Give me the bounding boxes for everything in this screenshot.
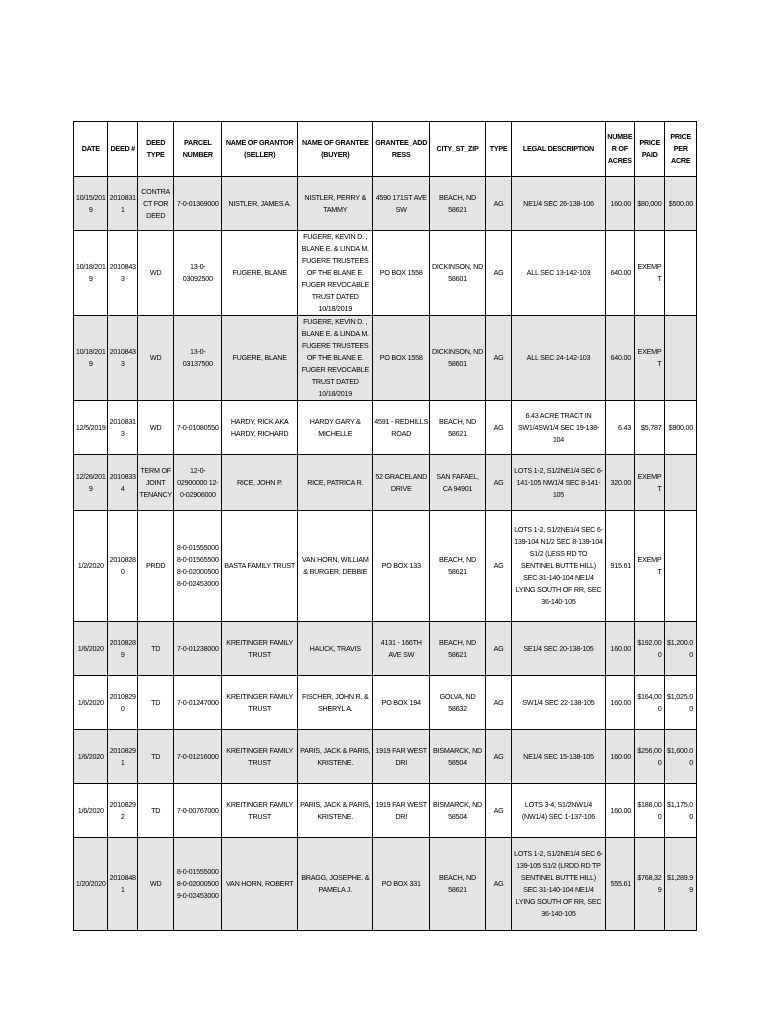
cell-city-st-zip: SAN FAFAEL, CA 94901 — [430, 455, 486, 511]
cell-number-of-acres: 160.00 — [605, 177, 634, 231]
header-row — [74, 122, 697, 177]
cell-type: AG — [485, 231, 511, 316]
cell-city-st-zip: BEACH, ND 58621 — [430, 177, 486, 231]
cell-city-st-zip: BEACH, ND 58621 — [430, 511, 486, 622]
cell-type: AG — [485, 455, 511, 511]
cell-type: AG — [485, 784, 511, 838]
cell-price-paid: EXEMPT — [635, 231, 665, 316]
cell-grantee: PARIS, JACK & PARIS, KRISTENE. — [298, 784, 373, 838]
cell-deed-type: TD — [137, 622, 174, 676]
cell-deed-number: 20108313 — [108, 401, 137, 455]
cell-grantor: NISTLER, JAMES A. — [222, 177, 298, 231]
cell-deed-number: 20108433 — [108, 231, 137, 316]
cell-legal-description: LOTS 1-2, S1/2NE1/4 SEC 6-139-105 S1/2 (LRDD RD TP SENTINEL BUTTE HILL) SEC 31-140-104 NE1/4 LYING SOUTH OF RR, SEC 36-140-105 — [512, 838, 605, 931]
cell-price-per-acre: $500.00 — [665, 177, 697, 231]
cell-grantor: KREITINGER FAMILY TRUST — [222, 784, 298, 838]
cell-type: AG — [485, 676, 511, 730]
cell-city-st-zip: BEACH, ND 58621 — [430, 622, 486, 676]
cell-grantee: NISTLER, PERRY & TAMMY — [298, 177, 373, 231]
header-grantor: NAME OF GRANTOR (SELLER) — [222, 122, 298, 177]
cell-parcel-number: 7-0-01238000 — [174, 622, 222, 676]
cell-city-st-zip: BISMARCK, ND 58504 — [430, 784, 486, 838]
cell-grantee-address: 4131 - 166TH AVE SW — [373, 622, 430, 676]
cell-grantor: FUGERE, BLANE — [222, 316, 298, 401]
cell-city-st-zip: BISMARCK, ND 58504 — [430, 730, 486, 784]
header-grantee: NAME OF GRANTEE (BUYER) — [298, 122, 373, 177]
cell-deed-number: 20108291 — [108, 730, 137, 784]
cell-price-per-acre — [665, 231, 697, 316]
table-row — [74, 316, 697, 401]
table-row — [74, 730, 697, 784]
cell-number-of-acres: 160.00 — [605, 784, 634, 838]
cell-legal-description: 6.43 ACRE TRACT IN SW1/4SW1/4 SEC 19-138-104 — [512, 401, 605, 455]
table-row — [74, 838, 697, 931]
cell-date: 12/26/2019 — [74, 455, 108, 511]
cell-grantee-address: 1919 FAR WEST DRI — [373, 784, 430, 838]
cell-grantor: RICE, JOHN P. — [222, 455, 298, 511]
cell-grantee-address: PO BOX 133 — [373, 511, 430, 622]
cell-grantee: PARIS, JACK & PARIS, KRISTENE. — [298, 730, 373, 784]
header-city-st-zip: CITY_ST_ZIP — [430, 122, 486, 177]
cell-parcel-number: 8-0-01555000 8-0-02000500 9-0-02453000 — [174, 838, 222, 931]
cell-legal-description: NE1/4 SEC 15-138-105 — [512, 730, 605, 784]
cell-grantee-address: PO BOX 194 — [373, 676, 430, 730]
cell-date: 1/6/2020 — [74, 730, 108, 784]
cell-grantee: HARDY GARY & MICHELLE — [298, 401, 373, 455]
cell-parcel-number: 12-0-02900000 12-0-02906000 — [174, 455, 222, 511]
cell-city-st-zip: DICKINSON, ND 58601 — [430, 316, 486, 401]
cell-price-paid: $164,000 — [635, 676, 665, 730]
cell-grantor: KREITINGER FAMILY TRUST — [222, 622, 298, 676]
header-date: DATE — [74, 122, 108, 177]
cell-price-paid: EXEMPT — [635, 316, 665, 401]
cell-deed-type: CONTRACT FOR DEED — [137, 177, 174, 231]
cell-city-st-zip: DICKINSON, ND 58601 — [430, 231, 486, 316]
cell-grantee: BRAGG, JOSEPHE. & PAMELA J. — [298, 838, 373, 931]
table-row — [74, 401, 697, 455]
cell-grantee-address: 4591 - REDHILLS ROAD — [373, 401, 430, 455]
cell-parcel-number: 7-0-00767000 — [174, 784, 222, 838]
cell-legal-description: LOTS 1-2, S1/2NE1/4 SEC 6-139-104 N1/2 SEC 8-139-104 S1/2 (LESS RD TO SENTINEL BUTTE HILL) SEC 31-140-104 NE1/4 LYING SOUTH OF RR, SEC 36-140-105 — [512, 511, 605, 622]
cell-date: 10/18/2019 — [74, 231, 108, 316]
cell-type: AG — [485, 838, 511, 931]
cell-date: 10/18/2019 — [74, 316, 108, 401]
table-row — [74, 676, 697, 730]
cell-type: AG — [485, 511, 511, 622]
cell-grantee: FUGERE, KEVIN D. , BLANE E. & LINDA M. FUGERE TRUSTEES OF THE BLANE E. FUGER REVOCABLE TRUST DATED 10/18/2019 — [298, 316, 373, 401]
cell-grantor: FUGERE, BLANE — [222, 231, 298, 316]
cell-price-paid: $256,000 — [635, 730, 665, 784]
cell-deed-number: 20108334 — [108, 455, 137, 511]
cell-grantor: KREITINGER FAMILY TRUST — [222, 676, 298, 730]
header-price-per-acre: PRICE PER ACRE — [665, 122, 697, 177]
cell-grantor: KREITINGER FAMILY TRUST — [222, 730, 298, 784]
cell-grantee-address: PO BOX 1558 — [373, 316, 430, 401]
cell-legal-description: NE1/4 SEC 26-138-106 — [512, 177, 605, 231]
cell-parcel-number: 8-0-01555000 8-0-01565500 8-0-02000500 8-0-02453000 — [174, 511, 222, 622]
cell-grantee-address: PO BOX 331 — [373, 838, 430, 931]
cell-price-paid: $192,000 — [635, 622, 665, 676]
cell-legal-description: ALL SEC 13-142-103 — [512, 231, 605, 316]
cell-date: 12/5/2019 — [74, 401, 108, 455]
cell-price-per-acre — [665, 316, 697, 401]
cell-number-of-acres: 160.00 — [605, 676, 634, 730]
cell-price-paid: $80,000 — [635, 177, 665, 231]
cell-number-of-acres: 555.61 — [605, 838, 634, 931]
cell-deed-type: TERM OF JOINT TENANCY — [137, 455, 174, 511]
cell-deed-type: WD — [137, 316, 174, 401]
cell-legal-description: LOTS 3-4, S1/2NW1/4 (NW1/4) SEC 1-137-106 — [512, 784, 605, 838]
header-deed-number: DEED # — [108, 122, 137, 177]
cell-grantee: VAN HORN, WILLIAM & BURGER, DEBBIE — [298, 511, 373, 622]
cell-price-per-acre: $1,600.00 — [665, 730, 697, 784]
header-number-of-acres: NUMBER OF ACRES — [605, 122, 634, 177]
cell-deed-number: 20108433 — [108, 316, 137, 401]
cell-price-per-acre: $900.00 — [665, 401, 697, 455]
cell-deed-number: 20108289 — [108, 622, 137, 676]
cell-deed-type: PRDD — [137, 511, 174, 622]
cell-grantee: RICE, PATRICA R. — [298, 455, 373, 511]
cell-type: AG — [485, 401, 511, 455]
cell-grantor: BASTA FAMILY TRUST — [222, 511, 298, 622]
cell-date: 1/6/2020 — [74, 622, 108, 676]
cell-grantor: HARDY, RICK AKA HARDY, RICHARD — [222, 401, 298, 455]
cell-deed-type: TD — [137, 730, 174, 784]
cell-deed-type: WD — [137, 231, 174, 316]
cell-legal-description: ALL SEC 24-142-103 — [512, 316, 605, 401]
cell-grantee-address: 1919 FAR WEST DRI — [373, 730, 430, 784]
cell-parcel-number: 7-0-01216000 — [174, 730, 222, 784]
cell-city-st-zip: GOLVA, ND 58632 — [430, 676, 486, 730]
cell-price-per-acre: $1,175.00 — [665, 784, 697, 838]
cell-parcel-number: 7-0-01247000 — [174, 676, 222, 730]
cell-type: AG — [485, 316, 511, 401]
cell-parcel-number: 13-0-03137500 — [174, 316, 222, 401]
cell-grantor: VAN HORN, ROBERT — [222, 838, 298, 931]
cell-number-of-acres: 915.61 — [605, 511, 634, 622]
cell-price-per-acre: $1,200.00 — [665, 622, 697, 676]
header-price-paid: PRICE PAID — [635, 122, 665, 177]
cell-grantee: FISCHER, JOHN R. & SHERYL A. — [298, 676, 373, 730]
table-row — [74, 511, 697, 622]
cell-grantee-address: 52 GRACELAND DRIVE — [373, 455, 430, 511]
cell-price-paid: $5,787 — [635, 401, 665, 455]
cell-date: 1/20/2020 — [74, 838, 108, 931]
cell-number-of-acres: 640.00 — [605, 316, 634, 401]
cell-price-paid: EXEMPT — [635, 511, 665, 622]
cell-price-per-acre: $1,289.99 — [665, 838, 697, 931]
cell-parcel-number: 7-0-01369000 — [174, 177, 222, 231]
cell-price-paid: $188,000 — [635, 784, 665, 838]
cell-legal-description: SW1/4 SEC 22-138-105 — [512, 676, 605, 730]
cell-legal-description: SE1/4 SEC 20-138-105 — [512, 622, 605, 676]
cell-type: AG — [485, 730, 511, 784]
cell-deed-number: 20108311 — [108, 177, 137, 231]
cell-parcel-number: 7-0-01080550 — [174, 401, 222, 455]
cell-deed-number: 20108481 — [108, 838, 137, 931]
cell-grantee-address: PO BOX 1558 — [373, 231, 430, 316]
cell-date: 1/6/2020 — [74, 676, 108, 730]
cell-deed-type: TD — [137, 676, 174, 730]
cell-number-of-acres: 6.43 — [605, 401, 634, 455]
cell-price-paid: $768,329 — [635, 838, 665, 931]
cell-grantee: HAUCK, TRAVIS — [298, 622, 373, 676]
cell-date: 1/6/2020 — [74, 784, 108, 838]
cell-deed-type: WD — [137, 401, 174, 455]
cell-number-of-acres: 320.00 — [605, 455, 634, 511]
cell-number-of-acres: 160.00 — [605, 622, 634, 676]
cell-deed-number: 20108290 — [108, 676, 137, 730]
cell-deed-type: TD — [137, 784, 174, 838]
header-legal-description: LEGAL DESCRIPTION — [512, 122, 605, 177]
cell-price-per-acre — [665, 455, 697, 511]
header-parcel-number: PARCEL NUMBER — [174, 122, 222, 177]
cell-deed-number: 20108292 — [108, 784, 137, 838]
cell-price-paid: EXEMPT — [635, 455, 665, 511]
header-type: TYPE — [485, 122, 511, 177]
cell-city-st-zip: BEACH, ND 58621 — [430, 838, 486, 931]
deed-transfer-table — [73, 121, 697, 931]
cell-date: 1/2/2020 — [74, 511, 108, 622]
table-row — [74, 177, 697, 231]
cell-deed-type: WD — [137, 838, 174, 931]
table-row — [74, 231, 697, 316]
header-deed-type: DEED TYPE — [137, 122, 174, 177]
table-row — [74, 622, 697, 676]
cell-grantee-address: 4590 171ST AVE SW — [373, 177, 430, 231]
table-row — [74, 455, 697, 511]
cell-legal-description: LOTS 1-2, S1/2NE1/4 SEC 6-141-105 NW1/4 SEC 8-141-105 — [512, 455, 605, 511]
cell-price-per-acre — [665, 511, 697, 622]
cell-city-st-zip: BEACH, ND 58621 — [430, 401, 486, 455]
header-grantee-address: GRANTEE_ADDRESS — [373, 122, 430, 177]
cell-number-of-acres: 160.00 — [605, 730, 634, 784]
cell-number-of-acres: 640.00 — [605, 231, 634, 316]
cell-price-per-acre: $1,025.00 — [665, 676, 697, 730]
cell-type: AG — [485, 177, 511, 231]
cell-type: AG — [485, 622, 511, 676]
cell-deed-number: 20108280 — [108, 511, 137, 622]
cell-parcel-number: 13-0-03092500 — [174, 231, 222, 316]
cell-grantee: FUGERE, KEVIN D. , BLANE E. & LINDA M. FUGERE TRUSTEES OF THE BLANE E. FUGER REVOCABLE TRUST DATED 10/18/2019 — [298, 231, 373, 316]
table-row — [74, 784, 697, 838]
cell-date: 10/15/2019 — [74, 177, 108, 231]
